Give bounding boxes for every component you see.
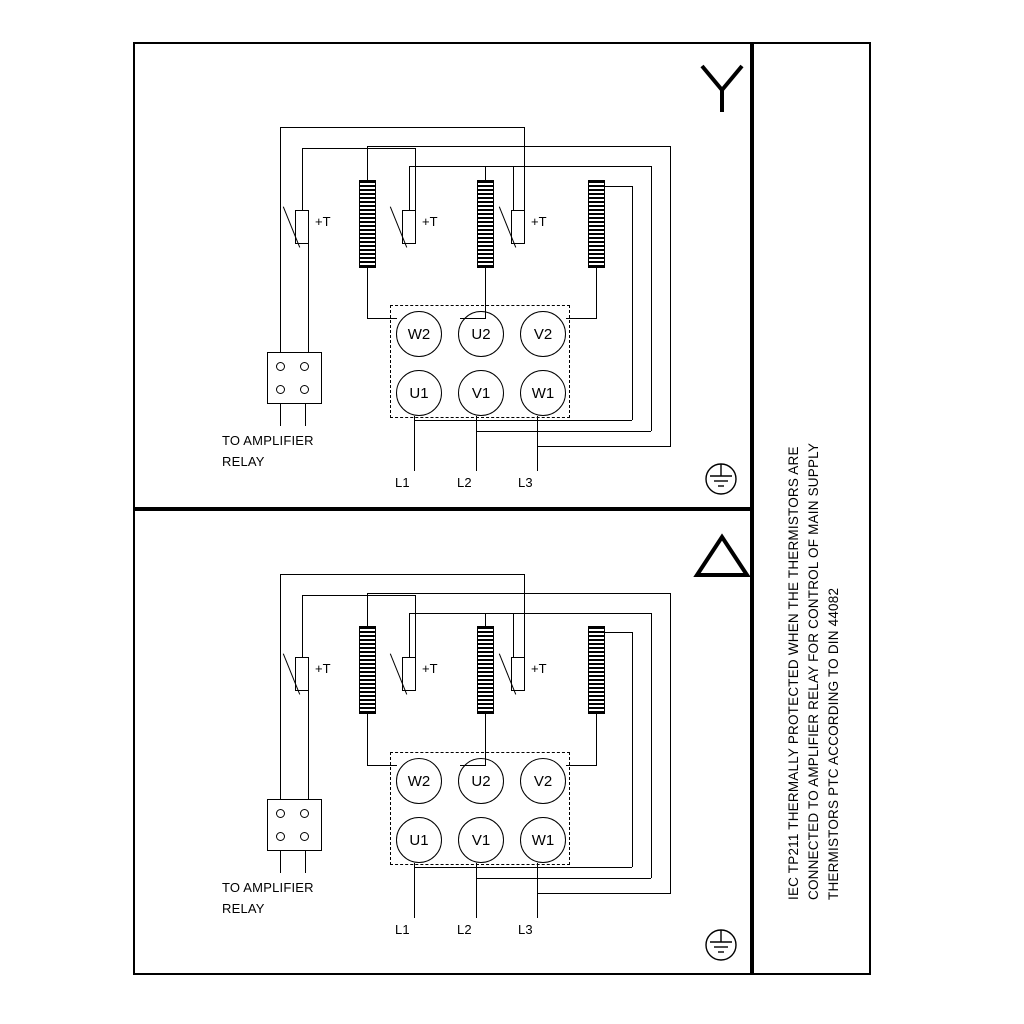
mid-right-bus-star	[651, 166, 652, 431]
ptc-wire-a-delta	[280, 574, 525, 575]
supply-label-L2-delta: L2	[457, 922, 472, 937]
l3-drop-star	[537, 416, 538, 471]
ptc-wire-b2-star	[415, 148, 416, 210]
ptc-wire-b1-star	[302, 148, 303, 210]
coil2-lead-h-star	[460, 318, 486, 319]
coil1-top-h-delta	[367, 593, 671, 594]
inner-bottom-bus-star	[414, 420, 632, 421]
ptc-wire-c1-star	[409, 166, 410, 210]
l2-drop-star	[476, 416, 477, 471]
coil1-lead-down-delta	[367, 714, 368, 765]
amplifier-terminal-box-delta	[267, 799, 322, 851]
coil1-lead-h-star	[367, 318, 397, 319]
terminal-U2-delta: U2	[458, 758, 504, 804]
amplifier-label-line1-delta: TO AMPLIFIER	[222, 880, 314, 895]
earth-symbol-star	[700, 462, 742, 496]
terminal-V2-delta: V2	[520, 758, 566, 804]
ptc-thermistor-3-delta	[511, 657, 525, 691]
terminal-U1-delta: U1	[396, 817, 442, 863]
ptc-label-3-star: +T	[531, 214, 547, 229]
l1-drop-star	[414, 416, 415, 471]
coil2-lead-down-delta	[485, 714, 486, 765]
l1-drop-delta	[414, 863, 415, 918]
ptc-label-1-star: +T	[315, 214, 331, 229]
terminal-dot-4-star	[300, 385, 309, 394]
outer-right-bus-star	[670, 146, 671, 446]
coil2-top-star	[485, 166, 486, 180]
coil2-lead-down-star	[485, 268, 486, 318]
mid-right-bus-delta	[651, 613, 652, 878]
ptc-wire-d-star	[308, 244, 309, 362]
motor-winding-1-star	[359, 180, 376, 268]
terminal-dot-2-star	[300, 362, 309, 371]
motor-winding-3-delta	[588, 626, 605, 714]
earth-symbol-delta	[700, 928, 742, 962]
terminal-dot-3-delta	[276, 832, 285, 841]
supply-label-L3-star: L3	[518, 475, 533, 490]
motor-winding-1-delta	[359, 626, 376, 714]
terminal-V1-star: V1	[458, 370, 504, 416]
motor-winding-2-delta	[477, 626, 494, 714]
ptc-label-1-delta: +T	[315, 661, 331, 676]
terminal-V1-delta: V1	[458, 817, 504, 863]
panel-delta-symbol-divider	[751, 509, 753, 975]
amplifier-lead-1-delta	[280, 851, 281, 873]
terminal-dot-4-delta	[300, 832, 309, 841]
coil3-top-h-delta	[596, 632, 632, 633]
ptc-label-2-delta: +T	[422, 661, 438, 676]
coil1-top-star	[367, 146, 368, 180]
terminal-U2-star: U2	[458, 311, 504, 357]
ptc-wire-a-star	[280, 127, 525, 128]
ptc-wire-b-delta	[302, 595, 416, 596]
note-line-2: CONNECTED TO AMPLIFIER RELAY FOR CONTROL OF MAIN SUPPLY	[806, 442, 821, 900]
amplifier-label-line1-star: TO AMPLIFIER	[222, 433, 314, 448]
coil3-lead-h-star	[566, 318, 597, 319]
ptc-thermistor-3-star	[511, 210, 525, 244]
l2-drop-delta	[476, 863, 477, 918]
note-line-3: THERMISTORS PTC ACCORDING TO DIN 44082	[826, 587, 841, 900]
supply-label-L3-delta: L3	[518, 922, 533, 937]
inner-right-bus-star	[632, 186, 633, 420]
supply-label-L1-star: L1	[395, 475, 410, 490]
coil2-top-delta	[485, 613, 486, 626]
terminal-dot-1-delta	[276, 809, 285, 818]
coil2-lead-h-delta	[460, 765, 486, 766]
ptc-wire-a3-star	[524, 127, 525, 210]
outer-right-bus-delta	[670, 593, 671, 893]
terminal-U1-star: U1	[396, 370, 442, 416]
motor-winding-2-star	[477, 180, 494, 268]
ptc-thermistor-1-delta	[295, 657, 309, 691]
terminal-dot-1-star	[276, 362, 285, 371]
ptc-wire-d-delta	[308, 691, 309, 809]
coil2-top-h-delta	[485, 613, 652, 614]
amplifier-lead-2-delta	[305, 851, 306, 873]
coil3-top-h-star	[596, 186, 632, 187]
supply-label-L1-delta: L1	[395, 922, 410, 937]
outer-bottom-bus-star	[537, 446, 671, 447]
amplifier-terminal-box-star	[267, 352, 322, 404]
inner-bottom-bus-delta	[414, 867, 632, 868]
ptc-wire-a2-delta	[280, 574, 281, 809]
mid-bottom-bus-star	[476, 431, 651, 432]
coil1-lead-down-star	[367, 268, 368, 318]
ptc-wire-b1-delta	[302, 595, 303, 657]
outer-bottom-bus-delta	[537, 893, 671, 894]
ptc-thermistor-2-star	[402, 210, 416, 244]
note-line-1: IEC TP211 THERMALLY PROTECTED WHEN THE THERMISTORS ARE	[786, 446, 801, 900]
supply-label-L2-star: L2	[457, 475, 472, 490]
coil2-top-h-star	[485, 166, 652, 167]
amplifier-label-line2-delta: RELAY	[222, 901, 265, 916]
coil3-lead-down-delta	[596, 714, 597, 765]
coil1-lead-h-delta	[367, 765, 397, 766]
ptc-wire-c1-delta	[409, 613, 410, 657]
l3-drop-delta	[537, 863, 538, 918]
delta-symbol	[694, 534, 750, 578]
ptc-label-3-delta: +T	[531, 661, 547, 676]
terminal-dot-3-star	[276, 385, 285, 394]
inner-right-bus-delta	[632, 632, 633, 867]
mid-bottom-bus-delta	[476, 878, 651, 879]
amplifier-lead-2-star	[305, 404, 306, 426]
ptc-wire-c2-star	[513, 166, 514, 210]
coil1-top-delta	[367, 593, 368, 626]
ptc-wire-c2-delta	[513, 613, 514, 657]
ptc-label-2-star: +T	[422, 214, 438, 229]
wye-symbol	[697, 62, 747, 114]
terminal-dot-2-delta	[300, 809, 309, 818]
terminal-W2-delta: W2	[396, 758, 442, 804]
terminal-W1-delta: W1	[520, 817, 566, 863]
terminal-W1-star: W1	[520, 370, 566, 416]
ptc-wire-b2-delta	[415, 595, 416, 657]
ptc-wire-a2-star	[280, 127, 281, 362]
ptc-wire-b-star	[302, 148, 416, 149]
amplifier-lead-1-star	[280, 404, 281, 426]
motor-winding-3-star	[588, 180, 605, 268]
coil3-lead-h-delta	[566, 765, 597, 766]
terminal-V2-star: V2	[520, 311, 566, 357]
ptc-thermistor-1-star	[295, 210, 309, 244]
coil3-lead-down-star	[596, 268, 597, 318]
amplifier-label-line2-star: RELAY	[222, 454, 265, 469]
panel-star-symbol-divider	[751, 42, 753, 509]
coil1-top-h-star	[367, 146, 671, 147]
ptc-wire-a3-delta	[524, 574, 525, 657]
ptc-thermistor-2-delta	[402, 657, 416, 691]
terminal-W2-star: W2	[396, 311, 442, 357]
